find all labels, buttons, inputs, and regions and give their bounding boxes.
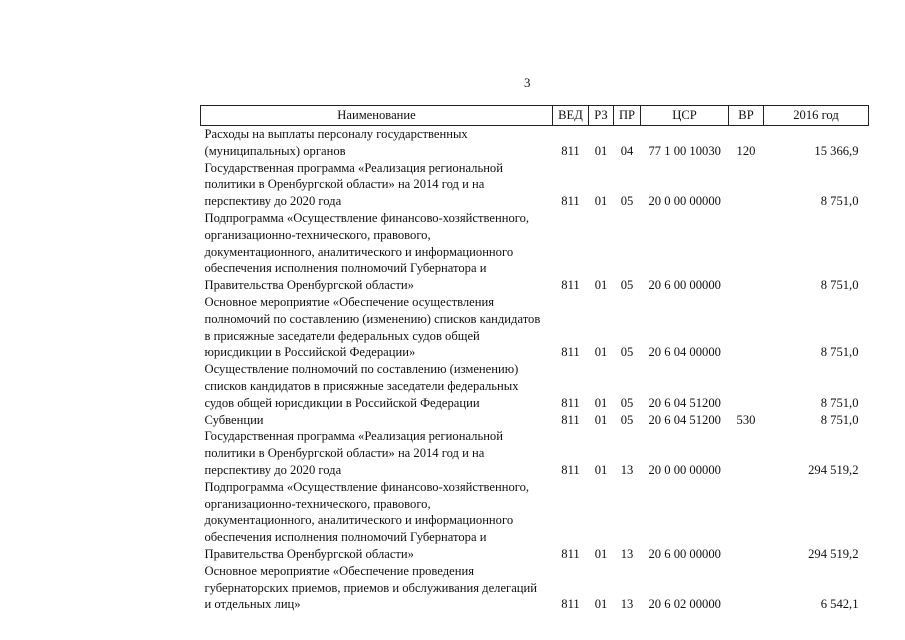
- row-name-line: Правительства Оренбургской области»: [204, 546, 414, 561]
- row-rz: 01: [594, 345, 608, 360]
- row-name: [201, 160, 553, 210]
- row-amount: 8 751,0: [820, 345, 859, 360]
- row-name-line: перспективу до 2020 года: [204, 194, 342, 209]
- row-vr: [729, 428, 764, 478]
- budget-table: [200, 105, 869, 613]
- row-amount: 15 366,9: [814, 143, 859, 158]
- row-pr: 05: [620, 278, 634, 293]
- row-vr: [729, 479, 764, 563]
- row-vr: [729, 160, 764, 210]
- table-row: [201, 294, 869, 361]
- row-rz: 01: [594, 194, 608, 209]
- row-name-line: организационно-технического, правового,: [204, 227, 431, 242]
- row-vr: 530: [736, 412, 756, 427]
- row-name-line: организационно-технического, правового,: [204, 496, 431, 511]
- row-name-line: документационного, аналитического и информационного: [204, 244, 514, 259]
- row-name-line: Подпрограмма «Осуществление финансово-хозяйственного,: [204, 210, 530, 225]
- row-amount: 8 751,0: [820, 395, 859, 410]
- row-pr: 04: [620, 143, 634, 158]
- table-row: [201, 563, 869, 613]
- row-pr: 05: [620, 345, 634, 360]
- table-row: [201, 479, 869, 563]
- row-name: [201, 563, 553, 613]
- row-name-line: Подпрограмма «Осуществление финансово-хозяйственного,: [204, 479, 530, 494]
- row-csr: 20 6 04 51200: [648, 395, 721, 410]
- table-row: [201, 210, 869, 294]
- table-row: [201, 160, 869, 210]
- row-vr: [729, 563, 764, 613]
- row-csr: 20 0 00 00000: [648, 194, 721, 209]
- row-name-line: (муниципальных) органов: [204, 143, 346, 158]
- table-row: [201, 126, 869, 160]
- table-header: [201, 106, 869, 126]
- row-name-line: полномочий по составлению (изменению) списков кандидатов: [204, 311, 541, 326]
- row-pr: 05: [620, 194, 634, 209]
- row-csr: 20 0 00 00000: [648, 462, 721, 477]
- row-name-line: Основное мероприятие «Обеспечение проведения: [204, 563, 474, 578]
- table-row: [201, 428, 869, 478]
- row-ved: 811: [561, 597, 580, 612]
- row-name-line: Правительства Оренбургской области»: [204, 278, 414, 293]
- row-csr: 20 6 04 00000: [648, 345, 721, 360]
- row-rz: 01: [594, 143, 608, 158]
- row-name-line: юрисдикции в Российской Федерации»: [204, 345, 416, 360]
- row-name-line: политики в Оренбургской области» на 2014 год и на: [204, 177, 485, 192]
- row-ved: 811: [561, 412, 580, 427]
- row-pr: 13: [620, 597, 634, 612]
- row-name-line: Субвенции: [204, 412, 264, 427]
- row-name-line: перспективу до 2020 года: [204, 462, 342, 477]
- row-pr: 13: [620, 546, 634, 561]
- row-rz: 01: [594, 395, 608, 410]
- row-name: [201, 294, 553, 361]
- table-body: [201, 126, 869, 614]
- row-ved: 811: [561, 395, 580, 410]
- header-rz: РЗ: [589, 106, 614, 126]
- header-name: Наименование: [201, 106, 553, 126]
- row-ved: 811: [561, 143, 580, 158]
- row-csr: 20 6 04 51200: [648, 412, 721, 427]
- row-name-line: судов общей юрисдикции в Российской Федерации: [204, 395, 480, 410]
- row-csr: 20 6 00 00000: [648, 278, 721, 293]
- row-ved: 811: [561, 194, 580, 209]
- row-vr: 120: [736, 143, 756, 158]
- row-amount: 8 751,0: [820, 278, 859, 293]
- row-name: [201, 210, 553, 294]
- row-amount: 294 519,2: [808, 546, 859, 561]
- page-number: 3: [524, 75, 531, 90]
- row-vr: [729, 210, 764, 294]
- row-csr: 77 1 00 10030: [648, 143, 721, 158]
- row-name: [201, 412, 553, 429]
- row-name: [201, 361, 553, 411]
- row-name-line: обеспечения исполнения полномочий Губернатора и: [204, 530, 487, 545]
- row-name: [201, 126, 553, 160]
- row-vr: [729, 294, 764, 361]
- row-vr: [729, 361, 764, 411]
- row-rz: 01: [594, 462, 608, 477]
- row-name-line: политики в Оренбургской области» на 2014 год и на: [204, 446, 485, 461]
- row-name-line: в присяжные заседатели федеральных судов общей: [204, 328, 480, 343]
- row-name-line: Осуществление полномочий по составлению (изменению): [204, 362, 519, 377]
- row-ved: 811: [561, 462, 580, 477]
- header-ved: ВЕД: [553, 106, 589, 126]
- row-name-line: документационного, аналитического и информационного: [204, 513, 514, 528]
- row-name: [201, 428, 553, 478]
- row-name-line: списков кандидатов в присяжные заседатели федеральных: [204, 378, 519, 393]
- row-amount: 8 751,0: [820, 412, 859, 427]
- row-name: [201, 479, 553, 563]
- header-csr: ЦСР: [641, 106, 729, 126]
- row-rz: 01: [594, 597, 608, 612]
- row-name-line: Основное мероприятие «Обеспечение осуществления: [204, 294, 495, 309]
- table-row: [201, 412, 869, 429]
- row-csr: 20 6 00 00000: [648, 546, 721, 561]
- row-rz: 01: [594, 546, 608, 561]
- row-name-line: Расходы на выплаты персоналу государственных: [204, 127, 468, 141]
- header-vr: ВР: [729, 106, 764, 126]
- row-ved: 811: [561, 546, 580, 561]
- row-rz: 01: [594, 412, 608, 427]
- row-amount: 6 542,1: [820, 597, 859, 612]
- row-ved: 811: [561, 278, 580, 293]
- header-year: 2016 год: [764, 106, 869, 126]
- row-amount: 294 519,2: [808, 462, 859, 477]
- row-pr: 05: [620, 395, 634, 410]
- row-amount: 8 751,0: [820, 194, 859, 209]
- row-name-line: обеспечения исполнения полномочий Губернатора и: [204, 261, 487, 276]
- row-rz: 01: [594, 278, 608, 293]
- row-name-line: Государственная программа «Реализация региональной: [204, 429, 503, 444]
- row-pr: 05: [620, 412, 634, 427]
- row-pr: 13: [620, 462, 634, 477]
- table-row: [201, 361, 869, 411]
- row-name-line: Государственная программа «Реализация региональной: [204, 160, 503, 175]
- row-name-line: и отдельных лиц»: [204, 597, 301, 612]
- row-name-line: губернаторских приемов, приемов и обслуживания делегаций: [204, 580, 538, 595]
- row-ved: 811: [561, 345, 580, 360]
- row-csr: 20 6 02 00000: [648, 597, 721, 612]
- header-pr: ПР: [614, 106, 641, 126]
